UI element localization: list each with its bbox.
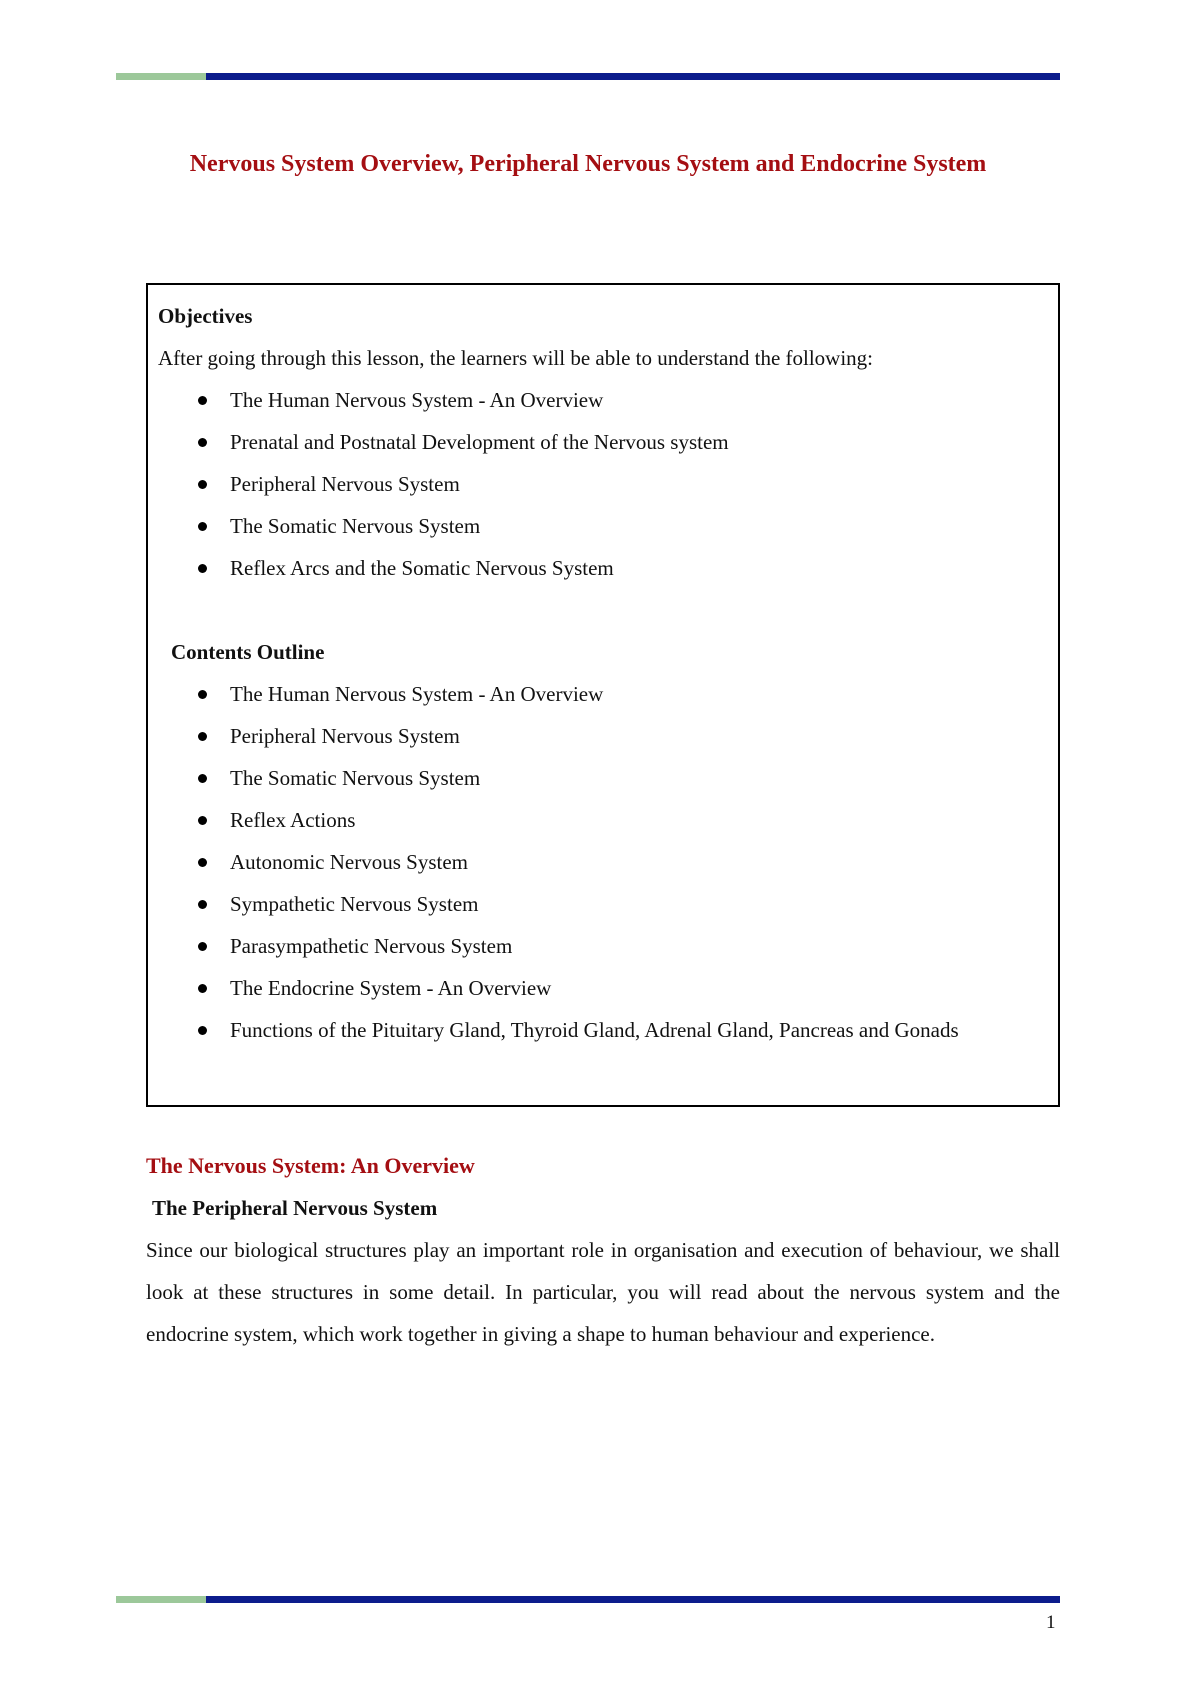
bullet-icon bbox=[198, 858, 207, 867]
list-item-text: The Somatic Nervous System bbox=[230, 514, 481, 538]
bullet-icon bbox=[198, 480, 207, 489]
list-item bbox=[158, 505, 1046, 547]
footer-rule-green-segment bbox=[116, 1596, 206, 1603]
document-title: Nervous System Overview, Peripheral Nervous System and Endocrine System bbox=[189, 151, 987, 177]
footer-rule bbox=[116, 1596, 1060, 1603]
list-item bbox=[158, 883, 1046, 925]
header-rule-blue-segment bbox=[206, 73, 1060, 80]
list-item-text: Reflex Arcs and the Somatic Nervous System bbox=[230, 556, 614, 580]
list-item bbox=[158, 841, 1046, 883]
list-item-text: The Somatic Nervous System bbox=[230, 766, 481, 790]
list-item bbox=[158, 463, 1046, 505]
list-item-text: Autonomic Nervous System bbox=[230, 850, 468, 874]
list-item-text: Prenatal and Postnatal Development of the Nervous system bbox=[230, 430, 729, 454]
list-item bbox=[158, 967, 1046, 1009]
list-item bbox=[158, 421, 1046, 463]
bullet-icon bbox=[198, 564, 207, 573]
header-rule bbox=[116, 73, 1060, 80]
bullet-icon bbox=[198, 1026, 207, 1035]
list-item-text: Parasympathetic Nervous System bbox=[230, 934, 513, 958]
bullet-icon bbox=[198, 732, 207, 741]
objectives-heading: Objectives bbox=[158, 304, 253, 328]
bullet-icon bbox=[198, 522, 207, 531]
bullet-icon bbox=[198, 690, 207, 699]
list-item-text: The Human Nervous System - An Overview bbox=[230, 388, 604, 412]
header-rule-green-segment bbox=[116, 73, 206, 80]
list-item bbox=[158, 925, 1046, 967]
section-paragraph: Since our biological structures play an important role in organisation and execution of behaviour, we shall look at these structures in some detail. In particular, you will read about the nervous system and the endocrine system, which work together in giving a shape to human behaviour and experience. bbox=[146, 1238, 1060, 1346]
objectives-list bbox=[158, 379, 1046, 589]
page-number: 1 bbox=[1046, 1612, 1056, 1633]
contents-outline-heading: Contents Outline bbox=[171, 640, 325, 664]
list-item-text: The Human Nervous System - An Overview bbox=[230, 682, 604, 706]
objectives-intro: After going through this lesson, the learners will be able to understand the following: bbox=[158, 346, 874, 370]
list-item bbox=[158, 1009, 1046, 1051]
list-item-text: Peripheral Nervous System bbox=[230, 724, 460, 748]
list-item-text: Sympathetic Nervous System bbox=[230, 892, 479, 916]
bullet-icon bbox=[198, 816, 207, 825]
list-item bbox=[158, 673, 1046, 715]
list-item bbox=[158, 715, 1046, 757]
section-subheading: The Peripheral Nervous System bbox=[152, 1196, 438, 1220]
list-item-text: Functions of the Pituitary Gland, Thyroid Gland, Adrenal Gland, Pancreas and Gonads bbox=[230, 1018, 959, 1042]
footer-rule-blue-segment bbox=[206, 1596, 1060, 1603]
list-item-text: Peripheral Nervous System bbox=[230, 472, 460, 496]
bullet-icon bbox=[198, 774, 207, 783]
bullet-icon bbox=[198, 396, 207, 405]
bullet-icon bbox=[198, 942, 207, 951]
contents-outline-list bbox=[158, 673, 1046, 1051]
list-item bbox=[158, 799, 1046, 841]
objectives-box bbox=[146, 283, 1060, 1107]
list-item bbox=[158, 379, 1046, 421]
list-item-text: Reflex Actions bbox=[230, 808, 356, 832]
bullet-icon bbox=[198, 984, 207, 993]
bullet-icon bbox=[198, 900, 207, 909]
list-item bbox=[158, 757, 1046, 799]
list-item-text: The Endocrine System - An Overview bbox=[230, 976, 552, 1000]
bullet-icon bbox=[198, 438, 207, 447]
overview-section bbox=[146, 1145, 1060, 1355]
section-heading: The Nervous System: An Overview bbox=[146, 1153, 475, 1178]
list-item bbox=[158, 547, 1046, 589]
